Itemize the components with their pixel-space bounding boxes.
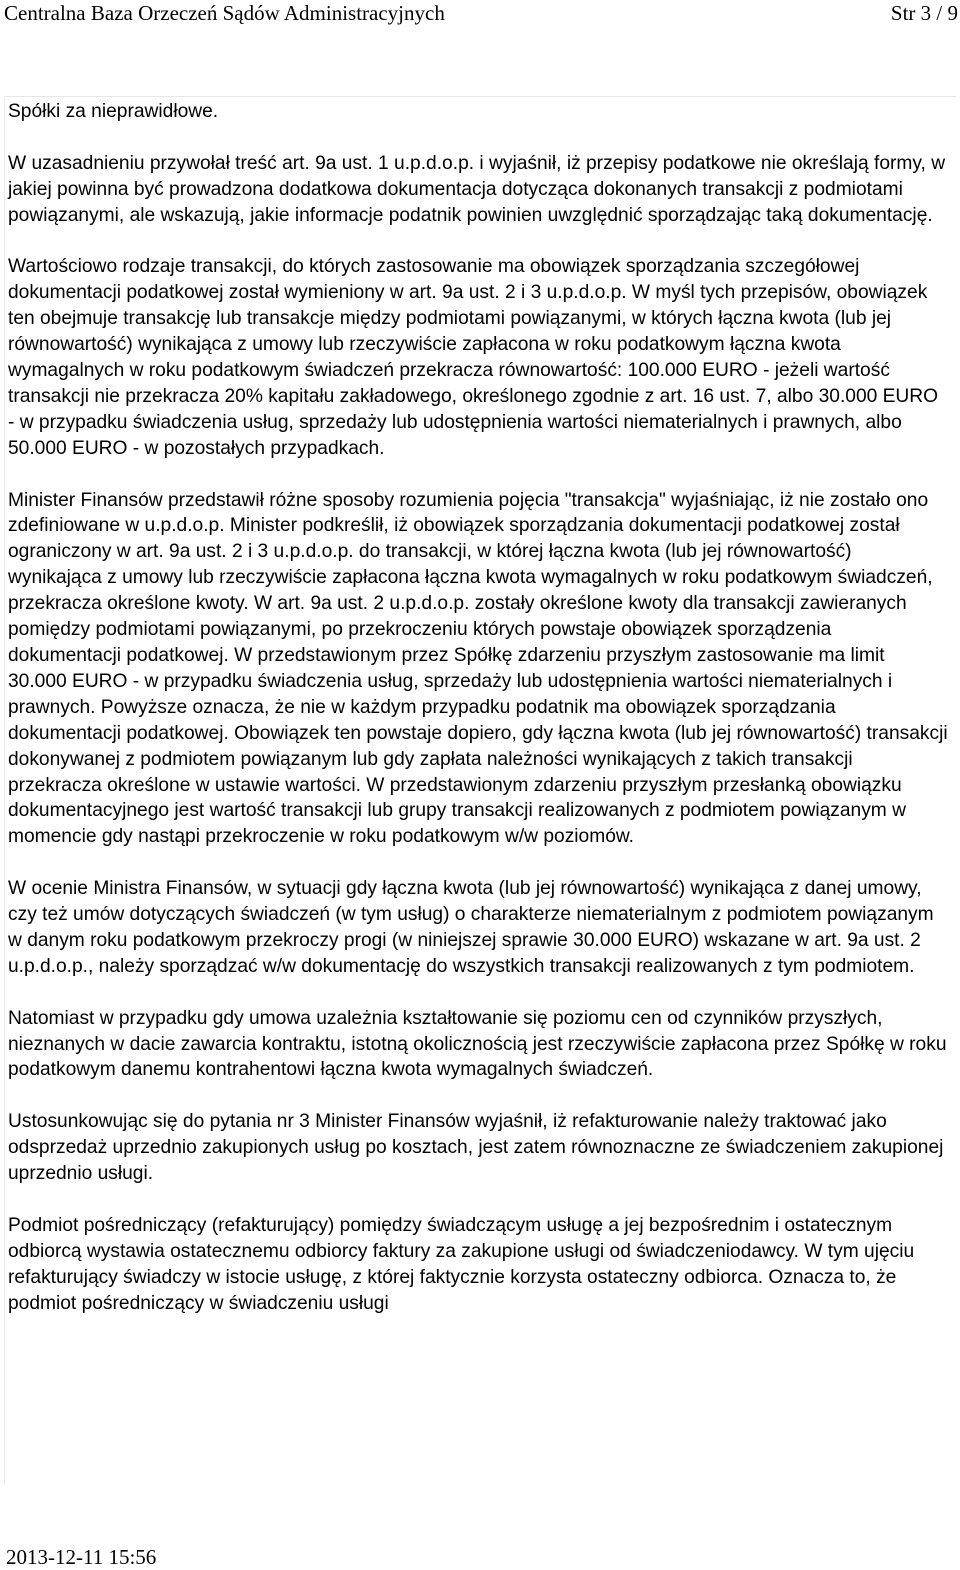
page-number: Str 3 / 9 bbox=[890, 1, 958, 25]
paragraph: Minister Finansów przedstawił różne sposoby rozumienia pojęcia "transakcja" wyjaśniając, iż nie zostało ono zdefiniowane w u.p.d.o.p. Minister podkreślił, iż obowiązek sporządzania dokumentacji podatkowej został ograniczony w art. 9a ust. 2 i 3 u.p.d.o.p. do transakcji, w której łączna kwota (lub jej równowartość) wynikająca z umowy lub rzeczywiście zapłacona łączna kwota wymagalnych w roku podatkowym świadczeń, przekracza określone kwoty. W art. 9a ust. 2 u.p.d.o.p. zostały określone kwoty dla transakcji zawieranych pomiędzy podmiotami powiązanymi, po przekroczeniu których powstaje obowiązek sporządzenia dokumentacji podatkowej. W przedstawionym przez Spółkę zdarzeniu przyszłym zastosowanie ma limit 30.000 EURO - w przypadku świadczenia usług, sprzedaży lub udostępnienia wartości niematerialnych i prawnych. Powyższe oznacza, że nie w każdym przypadku podatnik ma obowiązek sporządzania dokumentacji podatkowej. Obowiązek ten powstaje dopiero, gdy łączna kwota (lub jej równowartość) transakcji dokonywanej z podmiotem powiązanym lub gdy zapłata należności wynikających z takich transakcji przekracza określone w ustawie wartości. W przedstawionym zdarzeniu przyszłym przesłanką obowiązku dokumentacyjnego jest wartość transakcji lub grupy transakcji realizowanych z podmiotem powiązanym w momencie gdy nastąpi przekroczenie w roku podatkowym w/w poziomów. bbox=[8, 489, 948, 848]
content-top-divider bbox=[4, 96, 956, 97]
document-body bbox=[8, 99, 948, 1342]
page-header bbox=[0, 0, 960, 40]
paragraph: Spółki za nieprawidłowe. bbox=[8, 101, 219, 122]
print-timestamp: 2013-12-11 15:56 bbox=[6, 1545, 157, 1569]
site-title: Centralna Baza Orzeczeń Sądów Administracyjnych bbox=[4, 1, 445, 25]
paragraph: Natomiast w przypadku gdy umowa uzależnia kształtowanie się poziomu cen od czynników przyszłych, nieznanych w dacie zawarcia kontraktu, istotną okolicznością jest rzeczywiście zapłacona przez Spółkę w roku podatkowym danemu kontrahentowi łączna kwota wymagalnych świadczeń. bbox=[8, 1007, 947, 1081]
paragraph: W ocenie Ministra Finansów, w sytuacji gdy łączna kwota (lub jej równowartość) wynikająca z danej umowy, czy też umów dotyczących świadczeń (w tym usług) o charakterze niematerialnym z podmiotem powiązanym w danym roku podatkowym przekroczy progi (w niniejszej sprawie 30.000 EURO) wskazane w art. 9a ust. 2 u.p.d.o.p., należy sporządzać w/w dokumentację do wszystkich transakcji realizowanych z tym podmiotem. bbox=[8, 878, 934, 977]
content-left-border bbox=[4, 96, 5, 1484]
paragraph: Wartościowo rodzaje transakcji, do których zastosowanie ma obowiązek sporządzania szczegółowej dokumentacji podatkowej został wymieniony w art. 9a ust. 2 i 3 u.p.d.o.p. W myśl tych przepisów, obowiązek ten obejmuje transakcję lub transakcje między podmiotami powiązanymi, w których łączna kwota (lub jej równowartość) wynikająca z umowy lub rzeczywiście zapłacona w roku podatkowym łączna kwota wymagalnych w roku podatkowym świadczeń przekracza równowartość: 100.000 EURO - jeżeli wartość transakcji nie przekracza 20% kapitału zakładowego, określonego zgodnie z art. 16 ust. 7, albo 30.000 EURO - w przypadku świadczenia usług, sprzedaży lub udostępnienia wartości niematerialnych i prawnych, albo 50.000 EURO - w pozostałych przypadkach. bbox=[8, 256, 939, 459]
paragraph: Podmiot pośredniczący (refakturujący) pomiędzy świadczącym usługę a jej bezpośrednim i ostatecznym odbiorcą wystawia ostatecznemu odbiorcy faktury za zakupione usługi od świadczeniodawcy. W tym ujęciu refakturujący świadczy w istocie usługę, z której faktycznie korzysta ostateczny odbiorca. Oznacza to, że podmiot pośredniczący w świadczeniu usługi bbox=[8, 1214, 915, 1314]
paragraph: W uzasadnieniu przywołał treść art. 9a ust. 1 u.p.d.o.p. i wyjaśnił, iż przepisy podatkowe nie określają formy, w jakiej powinna być prowadzona dodatkowa dokumentacja dotycząca dokonanych transakcji z podmiotami powiązanymi, ale wskazują, jakie informacje podatnik powinien uwzględnić sporządzając taką dokumentację. bbox=[8, 152, 946, 226]
paragraph: Ustosunkowując się do pytania nr 3 Minister Finansów wyjaśnił, iż refakturowanie należy traktować jako odsprzedaż uprzednio zakupionych usług po kosztach, jest zatem równoznaczne ze świadczeniem zakupionej uprzednio usługi. bbox=[8, 1111, 944, 1185]
